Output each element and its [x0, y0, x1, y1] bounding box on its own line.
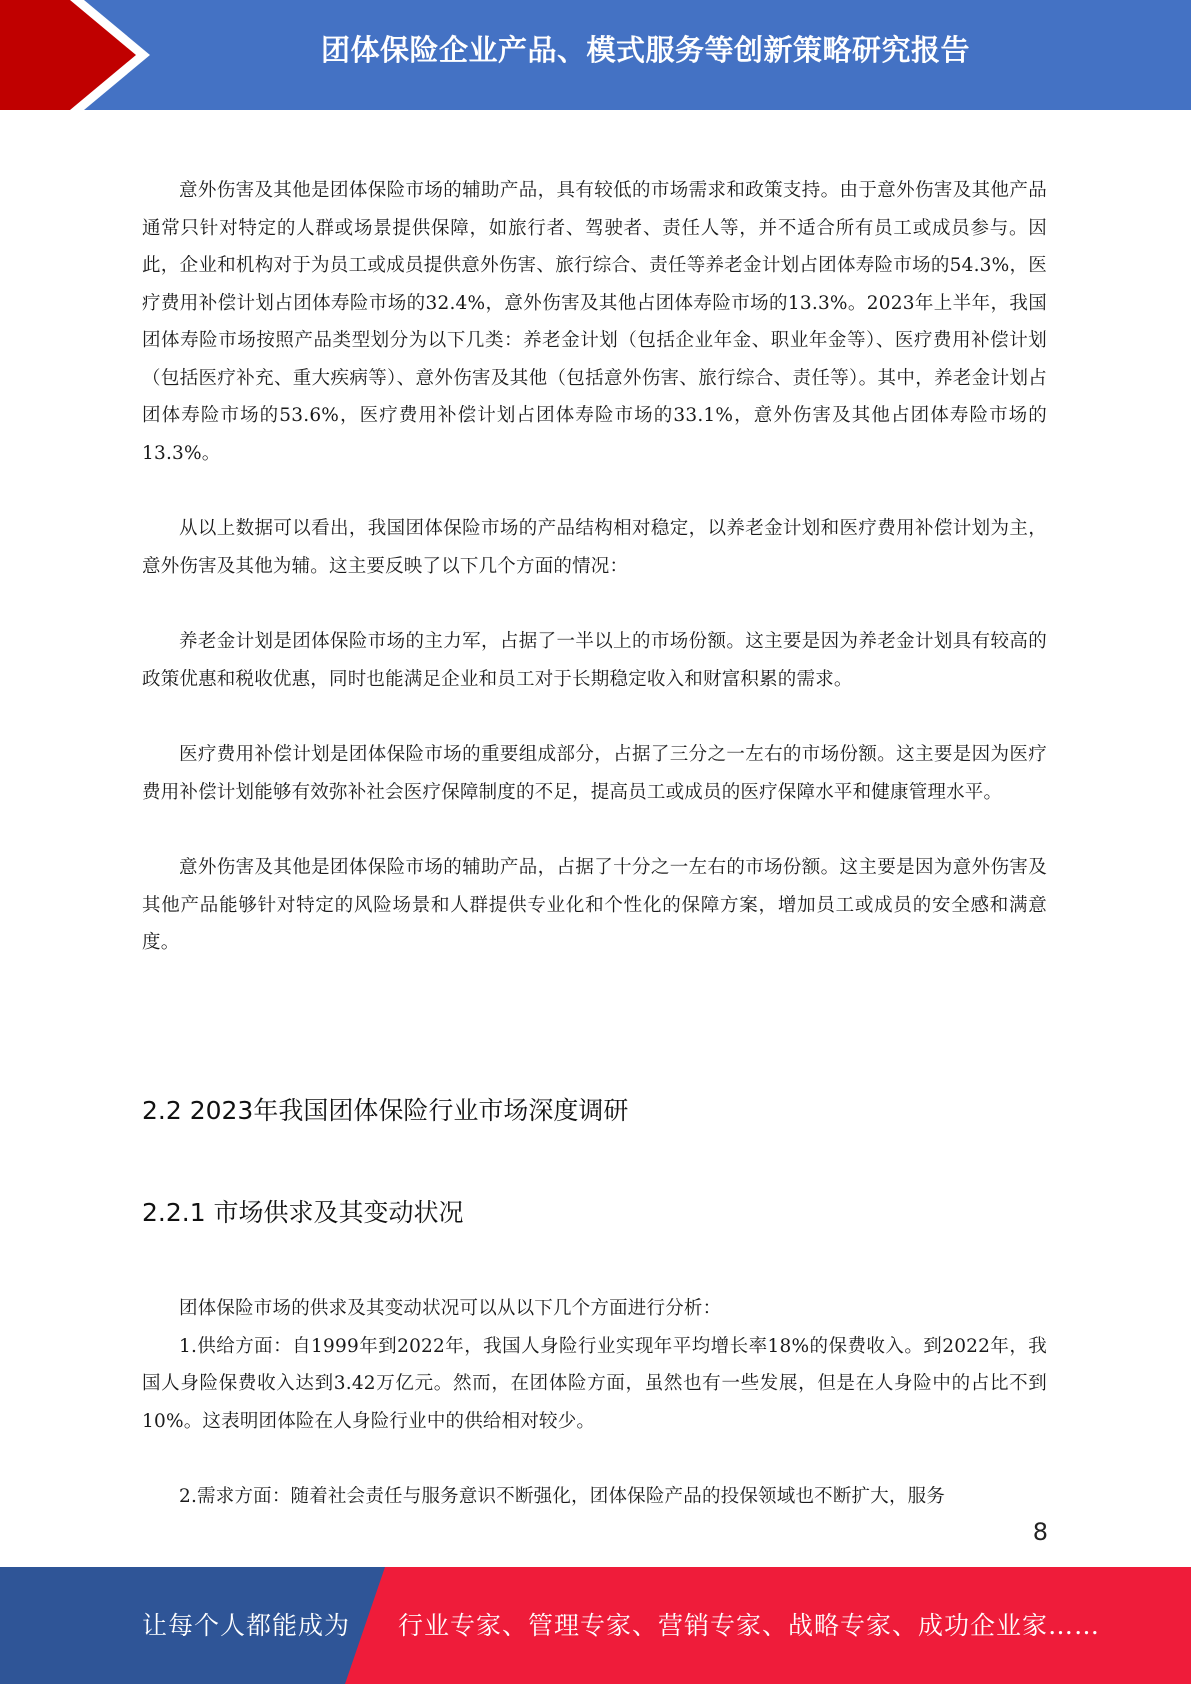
paragraph: 意外伤害及其他是团体保险市场的辅助产品，占据了十分之一左右的市场份额。这主要是因为意外伤害及其他产品能够针对特定的风险场景和人群提供专业化和个性化的保障方案，增加员工或成员的安全感和满意度。 — [142, 857, 1047, 953]
paragraph: 养老金计划是团体保险市场的主力军，占据了一半以上的市场份额。这主要是因为养老金计划具有较高的政策优惠和税收优惠，同时也能满足企业和员工对于长期稳定收入和财富积累的需求。 — [142, 631, 1047, 690]
paragraph: 意外伤害及其他是团体保险市场的辅助产品，具有较低的市场需求和政策支持。由于意外伤害及其他产品通常只针对特定的人群或场景提供保障，如旅行者、驾驶者、责任人等，并不适合所有员工或成员参与。因此，企业和机构对于为员工或成员提供意外伤害、旅行综合、责任等养老金计划占团体寿险市场的54.3%，医疗费用补偿计划占团体寿险市场的32.4%，意外伤害及其他占团体寿险市场的13.3%。2023年上半年，我国团体寿险市场按照产品类型划分为以下几类：养老金计划（包括企业年金、职业年金等）、医疗费用补偿计划（包括医疗补充、重大疾病等）、意外伤害及其他（包括意外伤害、旅行综合、责任等）。其中，养老金计划占团体寿险市场的53.6%，医疗费用补偿计划占团体寿险市场的33.1%，意外伤害及其他占团体寿险市场的13.3%。 — [142, 180, 1047, 464]
page-footer — [0, 1567, 1191, 1684]
paragraph: 医疗费用补偿计划是团体保险市场的重要组成部分，占据了三分之一左右的市场份额。这主要是因为医疗费用补偿计划能够有效弥补社会医疗保障制度的不足，提高员工或成员的医疗保障水平和健康管理水平。 — [142, 744, 1047, 803]
footer-slogan-right: 行业专家、管理专家、营销专家、战略专家、成功企业家…… — [398, 1611, 1101, 1640]
footer-slogan-left: 让每个人都能成为 — [142, 1611, 351, 1640]
subsection-heading: 2.2.1 市场供求及其变动状况 — [142, 1198, 464, 1227]
body-content — [142, 172, 1047, 962]
paragraph: 从以上数据可以看出，我国团体保险市场的产品结构相对稳定，以养老金计划和医疗费用补偿计划为主，意外伤害及其他为辅。这主要反映了以下几个方面的情况： — [142, 518, 1047, 577]
paragraph: 2.需求方面：随着社会责任与服务意识不断强化，团体保险产品的投保领域也不断扩大，服务 — [179, 1486, 946, 1507]
page-header — [0, 0, 1191, 110]
paragraph: 1.供给方面：自1999年到2022年，我国人身险行业实现年平均增长率18%的保费收入。到2022年，我国人身险保费收入达到3.42万亿元。然而，在团体险方面，虽然也有一些发展，但是在人身险中的占比不到10%。这表明团体险在人身险行业中的供给相对较少。 — [142, 1335, 1047, 1432]
section-heading: 2.2 2023年我国团体保险行业市场深度调研 — [142, 1096, 629, 1125]
page-number: 8 — [1032, 1518, 1048, 1546]
document-title: 团体保险企业产品、模式服务等创新策略研究报告 — [320, 33, 970, 67]
paragraph: 团体保险市场的供求及其变动状况可以从以下几个方面进行分析： — [179, 1298, 722, 1319]
section-content — [142, 1290, 1047, 1516]
